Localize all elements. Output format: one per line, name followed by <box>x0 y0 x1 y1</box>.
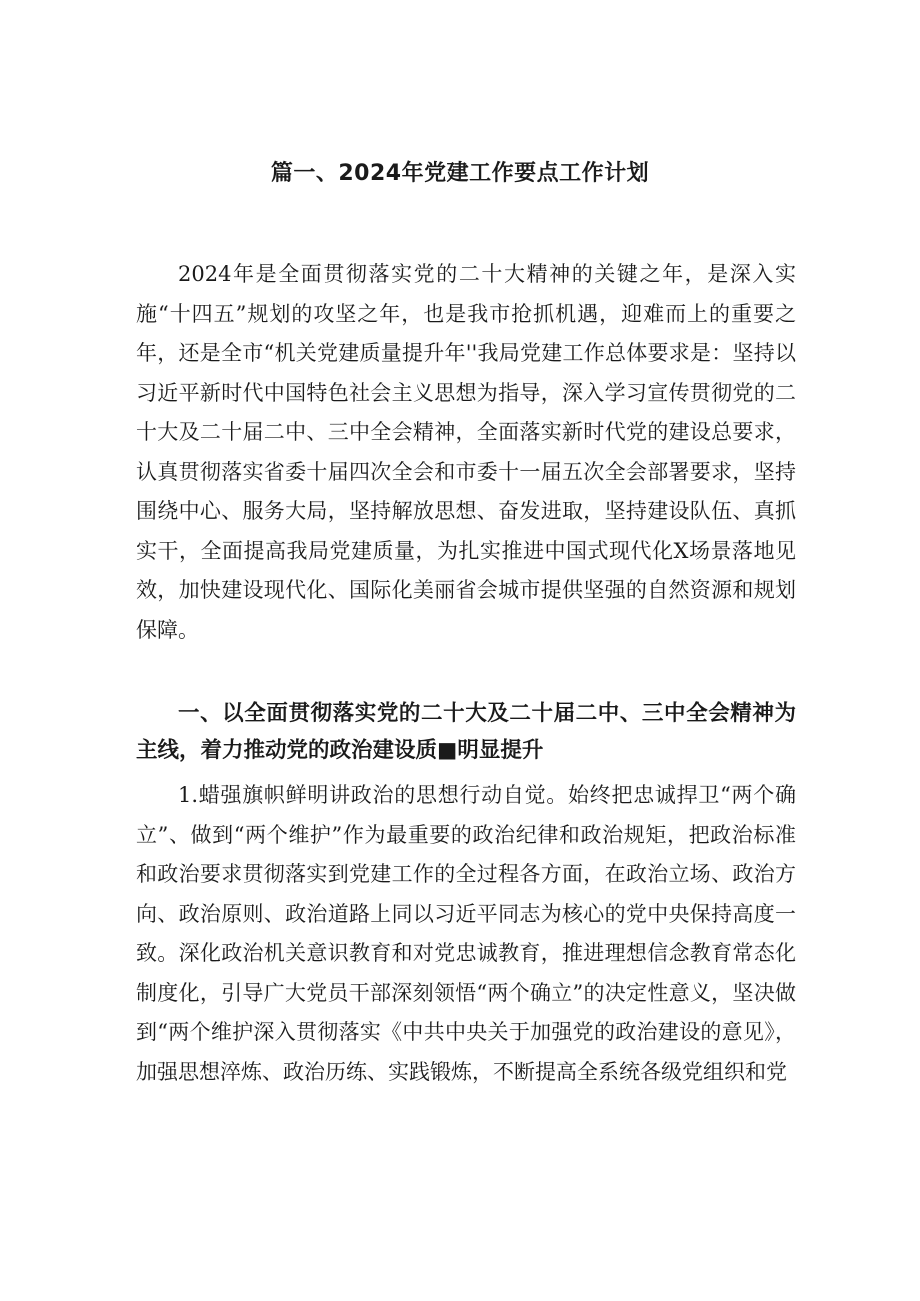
section-heading: 一、以全面贯彻落实党的二十大及二十届二中、三中全会精神为主线，着力推动党的政治建设质■明显提升 <box>136 701 796 763</box>
item-1-paragraph: 1.蜡强旗帜鲜明讲政治的思想行动自觉。始终把忠诚捍卫“两个确立”、做到“两个维护”作为最重要的政治纪律和政治规矩，把政治标准和政治要求贯彻落实到党建工作的全过程各方面，在政治立场、政治方向、政治原则、政治道路上同以习近平同志为核心的党中央保持高度一致。深化政治机关意识教育和对党忠诚教育，推进理想信念教育常态化制度化，引导广大党员干部深刻领悟“两个确立”的决定性意义，坚决做到“两个维护深入贯彻落实《中共中央关于加强党的政治建设的意见》，加强思想淬炼、政治历练、实践锻炼，不断提高全系统各级党组织和党 <box>136 783 796 1084</box>
intro-paragraph: 2024年是全面贯彻落实党的二十大精神的关键之年，是深入实施“十四五”规划的攻坚之年，也是我市抢抓机遇，迎难而上的重要之年，还是全市“机关党建质量提升年''我局党建工作总体要求是：坚持以习近平新时代中国特色社会主义思想为指导，深入学习宣传贯彻党的二十大及二十届二中、三中全会精神，全面落实新时代党的建设总要求，认真贯彻落实省委十届四次全会和市委十一届五次全会部署要求，坚持围绕中心、服务大局，坚持解放思想、奋发进取，坚持建设队伍、真抓实干，全面提高我局党建质量，为扎实推进中国式现代化X场景落地见效，加快建设现代化、国际化美丽省会城市提供坚强的自然资源和规划保障。 <box>136 262 796 642</box>
document-title: 篇一、2024年党建工作要点工作计划 <box>270 161 650 186</box>
